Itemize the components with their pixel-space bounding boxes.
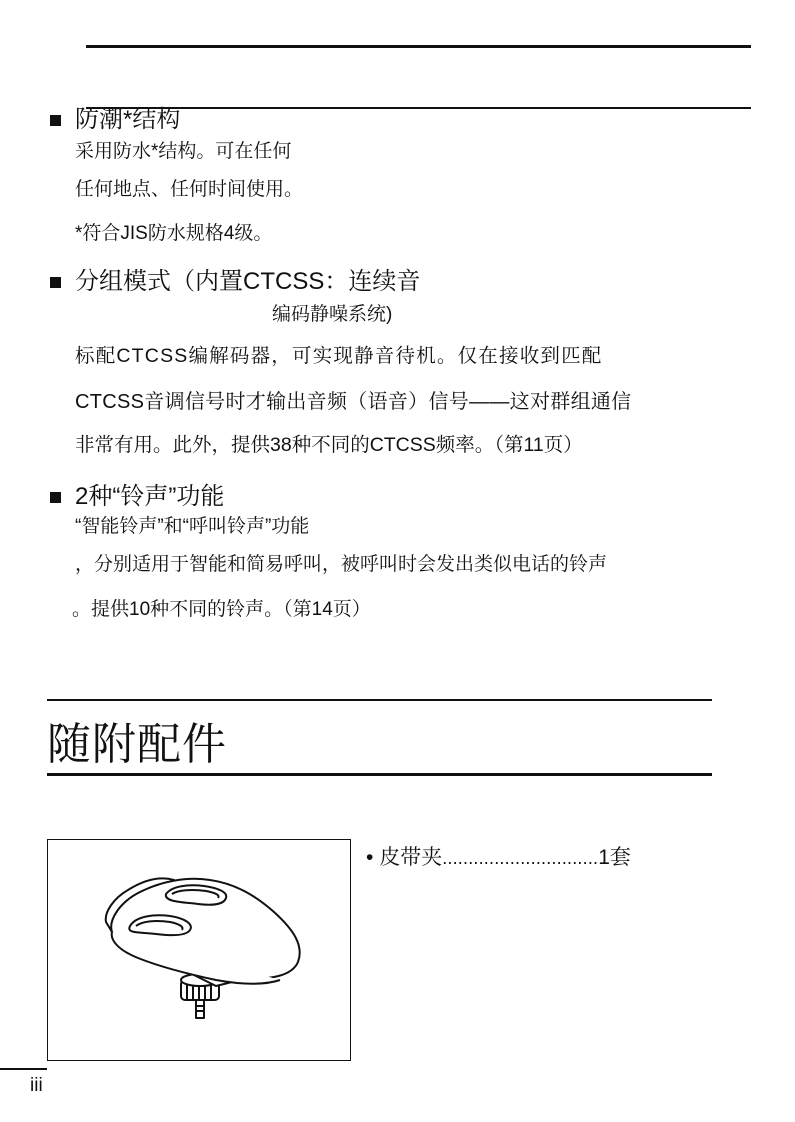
feature-heading: 2种“铃声”功能 (75, 483, 225, 510)
feature-bullet (50, 115, 61, 126)
section-rule-bottom (47, 773, 712, 776)
item-leader: .............................. (442, 848, 599, 868)
feature-bullet (50, 277, 61, 288)
feature-text: 采用防水*结构。可在任何 (75, 141, 292, 162)
feature-text: CTCSS音调信号时才输出音频（语音）信号——这对群组通信 (75, 391, 632, 413)
feature-text: ，分别适用于智能和简易呼叫，被呼叫时会发出类似电话的铃声 (75, 554, 608, 575)
feature-text: 非常有用。此外，提供38种不同的CTCSS频率。（第11页） (75, 434, 583, 456)
feature-heading: 分组模式（内置CTCSS：连续音 (75, 268, 421, 295)
feature-text: 标配CTCSS编解码器，可实现静音待机。仅在接收到匹配 (75, 345, 603, 367)
feature-text: “智能铃声”和“呼叫铃声”功能 (75, 516, 310, 537)
page-number-rule (0, 1068, 47, 1070)
belt-clip-icon (48, 840, 350, 1060)
section-title: 随附配件 (47, 720, 227, 769)
item-quantity: 1套 (598, 846, 631, 869)
section-rule-top (47, 699, 712, 701)
top-rule-thin (86, 107, 751, 109)
top-rule (86, 45, 751, 48)
feature-bullet (50, 492, 61, 503)
item-name: 皮带夹 (379, 846, 443, 869)
accessory-item (366, 845, 631, 871)
feature-text: 。提供10种不同的铃声。（第14页） (72, 599, 371, 620)
item-bullet: • (366, 846, 374, 869)
feature-heading-line2: 编码静噪系统) (272, 304, 393, 325)
feature-text: *符合JIS防水规格4级。 (75, 223, 273, 244)
belt-clip-illustration (47, 839, 351, 1061)
feature-text: 任何地点、任何时间使用。 (75, 179, 304, 200)
feature-heading: 防潮*结构 (75, 106, 181, 133)
page-number: iii (30, 1075, 43, 1096)
